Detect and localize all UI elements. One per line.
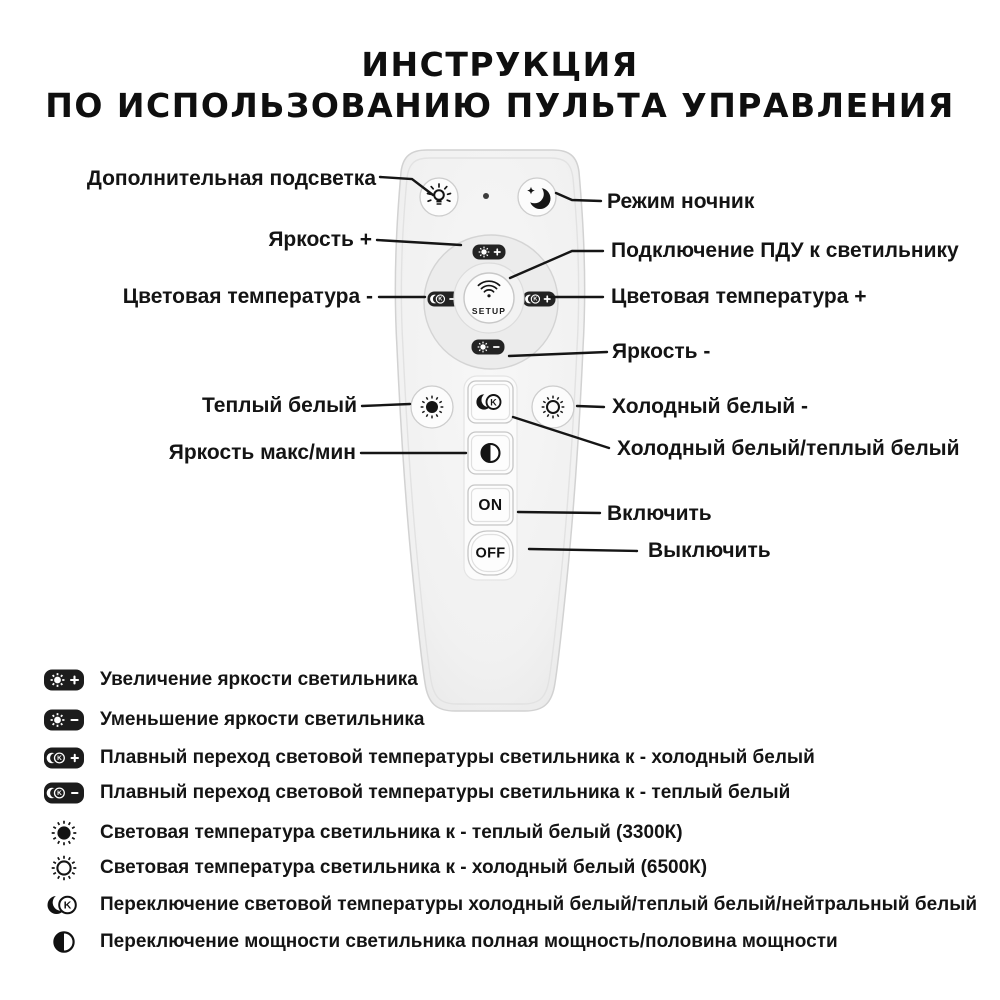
page-title-line2: ПО ИСПОЛЬЗОВАНИЮ ПУЛЬТА УПРАВЛЕНИЯ — [45, 86, 955, 125]
svg-text:K: K — [490, 397, 497, 408]
legend-item — [38, 817, 683, 849]
svg-text:K: K — [57, 754, 62, 762]
callout-power-on: Включить — [607, 502, 712, 525]
warm-white-button — [411, 386, 453, 428]
legend-item — [38, 926, 838, 958]
callout-night-mode: Режим ночник — [607, 190, 755, 213]
on-label: ON — [478, 497, 503, 514]
legend-text: Переключение световой температуры холодный белый/теплый белый/нейтральный белый — [100, 894, 978, 915]
night-mode-button — [518, 178, 556, 216]
svg-text:K: K — [533, 296, 538, 303]
remote-control-photo — [375, 140, 605, 740]
cct-toggle-icon — [38, 889, 90, 921]
legend-text: Уменьшение яркости светильника — [100, 709, 425, 730]
callout-pairing: Подключение ПДУ к светильнику — [611, 239, 959, 262]
setup-button — [454, 263, 524, 333]
callout-brightness-minus: Яркость - — [612, 340, 711, 363]
setup-label: SETUP — [471, 306, 507, 316]
callout-cold-white: Холодный белый - — [612, 395, 809, 418]
legend-item — [38, 664, 418, 696]
legend-text: Световая температура светильника к - холодный белый (6500К) — [100, 857, 708, 878]
legend-item — [38, 704, 424, 736]
page-title — [0, 44, 1000, 126]
brightness-plus-button — [473, 245, 506, 260]
legend-text: Плавный переход световой температуры светильника к - теплый белый — [100, 782, 791, 803]
callout-cct-plus: Цветовая температура + — [611, 285, 867, 308]
legend-text: Увеличение яркости светильника — [100, 669, 418, 690]
callout-backlight: Дополнительная подсветка — [86, 167, 376, 190]
cct-plus-pill-icon — [38, 742, 90, 774]
callout-brightness-plus: Яркость + — [268, 228, 372, 251]
callout-power-off: Выключить — [648, 539, 771, 562]
legend-text: Плавный переход световой температуры светильника к - холодный белый — [100, 747, 815, 768]
legend-item — [38, 742, 815, 774]
brightness-minus-button — [472, 340, 505, 355]
sun-minus-pill-icon — [38, 704, 90, 736]
svg-text:K: K — [57, 789, 62, 797]
sun-plus-pill-icon — [38, 664, 90, 696]
off-label: OFF — [475, 545, 506, 562]
warm-sun-icon — [38, 817, 90, 849]
callout-warm-white: Теплый белый — [202, 394, 357, 417]
callout-brightness-max-min: Яркость макс/мин — [168, 441, 356, 464]
page-title-line1: ИНСТРУКЦИЯ — [361, 45, 639, 84]
on-button — [468, 485, 513, 525]
legend-text: Световая температура светильника к - теплый белый (3300К) — [100, 822, 683, 843]
callout-cct-toggle: Холодный белый/теплый белый — [617, 437, 960, 460]
cct-toggle-button — [468, 381, 513, 423]
cct-plus-button — [523, 292, 556, 307]
half-circle-icon — [38, 926, 90, 958]
led-indicator — [483, 193, 489, 199]
half-circle-icon — [482, 444, 500, 462]
legend-item — [38, 852, 707, 884]
svg-text:K: K — [63, 899, 72, 912]
cold-sun-icon — [38, 852, 90, 884]
cold-white-button — [532, 386, 574, 428]
legend-text: Переключение мощности светильника полная мощность/половина мощности — [100, 931, 838, 952]
backlight-button — [420, 178, 458, 216]
legend-item — [38, 777, 790, 809]
legend-item — [38, 889, 977, 921]
callout-cct-minus: Цветовая температура - — [122, 285, 373, 308]
off-button — [468, 531, 513, 575]
svg-text:K: K — [438, 296, 443, 303]
cct-minus-pill-icon — [38, 777, 90, 809]
power-half-button — [468, 432, 513, 474]
